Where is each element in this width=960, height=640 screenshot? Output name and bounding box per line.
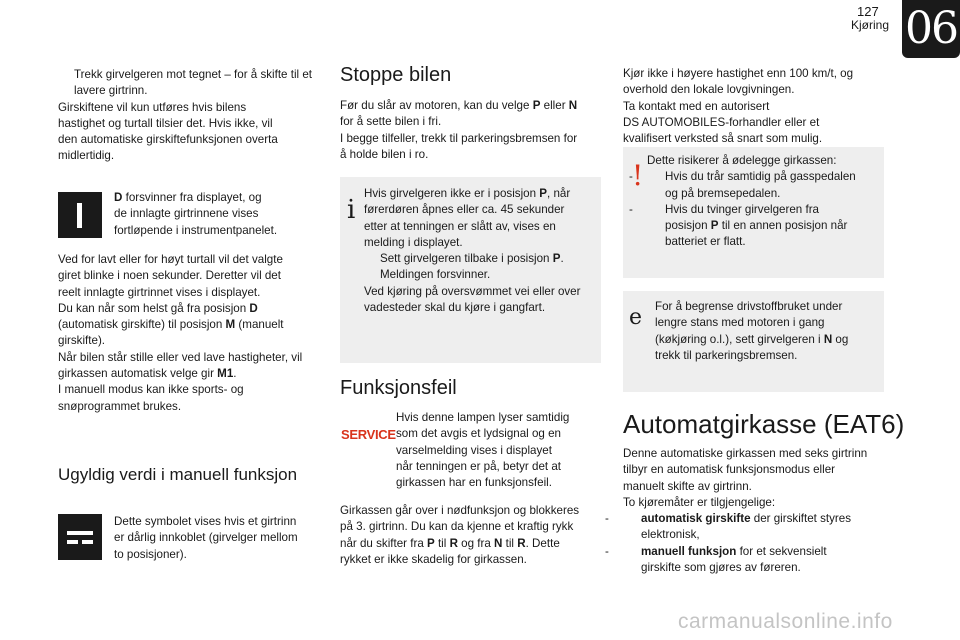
heading-eat6: Automatgirkasse (EAT6): [623, 409, 905, 439]
d-text: D forsvinner fra displayet, og de innlagte girtrinnene vises fortløpende i instrumentpanelet.: [114, 191, 278, 237]
chapter-number-tab: 06: [902, 0, 960, 58]
speed-limit-text: Kjør ikke i høyere hastighet enn 100 km/t, og overhold den lokale lovgivningen. Ta kontakt med en autorisert DS AUTOMOBILES-forhandler eller et kvalifisert verksted så snart som mulig.: [623, 67, 854, 146]
heading-invalid-value: Ugyldig verdi i manuell funksjon: [58, 465, 298, 484]
bullet-downshift: Trekk girvelgeren mot tegnet – for å skifte til et lavere girtrinn.: [74, 68, 312, 98]
heading-stop-car: Stoppe bilen: [340, 64, 452, 86]
warning-box: [623, 147, 884, 278]
invalid-gear-icon: [58, 514, 102, 560]
eat6-text: Denne automatiske girkassen med seks girtrinn tilbyr en automatisk funksjonsmodus eller manuelt skifte av girtrinn. To kjøremåter er tilgjengelige: - automatisk girskifte der girskiftet styres elektronisk, - manuell funksjon for et sekvensielt girskifte som gjøres av føreren.: [623, 446, 898, 576]
info-box: [340, 177, 601, 363]
eco-leaf-icon: e: [629, 305, 643, 330]
eco-box: [623, 291, 884, 392]
fault-text-2: Girkassen går over i nødfunksjon og blokkeres på 3. girtrinn. Du kan da kjenne et kraftig rykk når du skifter fra P til R og fra N til R. Dette rykket er ikke skadelig for girkassen.: [340, 504, 580, 566]
watermark: carmanualsonline.info: [678, 610, 893, 633]
para-stationary: Når bilen står stille eller ved lave hastigheter, vil girkassen automatisk velge gir M1.: [58, 350, 303, 381]
mode-manual: - manuell funksjon for et sekvensielt girskifte som gjøres av føreren.: [605, 544, 827, 575]
warning-text: Dette risikerer å ødelegge girkassen: - Hvis du trår samtidig på gasspedalen og på bremsepedalen. - Hvis du tvinger girvelgeren fra posisjon P til en annen posisjon når batteriet er flatt.: [629, 154, 856, 249]
stop-text: Før du slår av motoren, kan du velge P eller N for å sette bilen i fri. I begge tilfeller, trekk til parkeringsbremsen for å holde bilen i ro.: [340, 99, 578, 161]
dash-icon: -: [605, 544, 609, 558]
service-warning-icon: SERVICE: [341, 427, 396, 442]
dash-icon: -: [605, 512, 609, 526]
chapter-title: Kjøring: [851, 18, 890, 32]
dash-icon: -: [629, 170, 633, 184]
info-text: Hvis girvelgeren ikke er i posisjon P, når førerdøren åpnes eller ca. 45 sekunder etter at tenningen er slått av, vises en melding i displayet. Sett girvelgeren tilbake i posisjon P. Meldingen forsvinner. Ved kjøring på oversvømmet vei eller over vadesteder skal du kjøre i gangfart.: [364, 187, 581, 315]
warning-icon: !: [632, 159, 644, 192]
eco-text: For å begrense drivstoffbruket under lengre stans med motoren i gang (køkjøring o.l.), sett girvelgeren i N og trekk til parkeringsbremsen.: [655, 300, 849, 362]
invalid-text: Dette symbolet vises hvis et girtrinn er dårlig innkoblet (girvelger mellom to posisjoner).: [114, 515, 298, 561]
para-manual-programs: I manuell modus kan ikke sports- og snøprogrammet brukes.: [58, 383, 244, 413]
para-rpm: Ved for lavt eller for høyt turtall vil det valgte giret blinke i noen sekunder. Deretter vil det reelt innlagte girtrinnet vises i displayet.: [58, 253, 283, 299]
mode-automatic: - automatisk girskifte der girskiftet styres elektronisk,: [605, 512, 852, 542]
para-switch-mode: Du kan når som helst gå fra posisjon D (automatisk girskifte) til posisjon M (manuelt girskifte).: [58, 301, 284, 348]
para-shift-conditions: Girskiftene vil kun utføres hvis bilens hastighet og turtall tilsier det. Hvis ikke, vil den automatiske girskiftefunksjonen overta midlertidig.: [58, 100, 278, 163]
dash-icon: -: [629, 202, 633, 216]
page-number: 127: [857, 4, 879, 19]
heading-malfunction: Funksjonsfeil: [340, 377, 457, 399]
fault-text: Hvis denne lampen lyser samtidig som det avgis et lydsignal og en varselmelding vises i displayet når tenningen er på, betyr det at girkassen har en funksjonsfeil.: [396, 411, 570, 490]
column-1-lower: [58, 252, 333, 415]
manual-display-icon: [58, 192, 102, 238]
column-1: [58, 67, 328, 165]
info-icon: i: [347, 195, 356, 225]
